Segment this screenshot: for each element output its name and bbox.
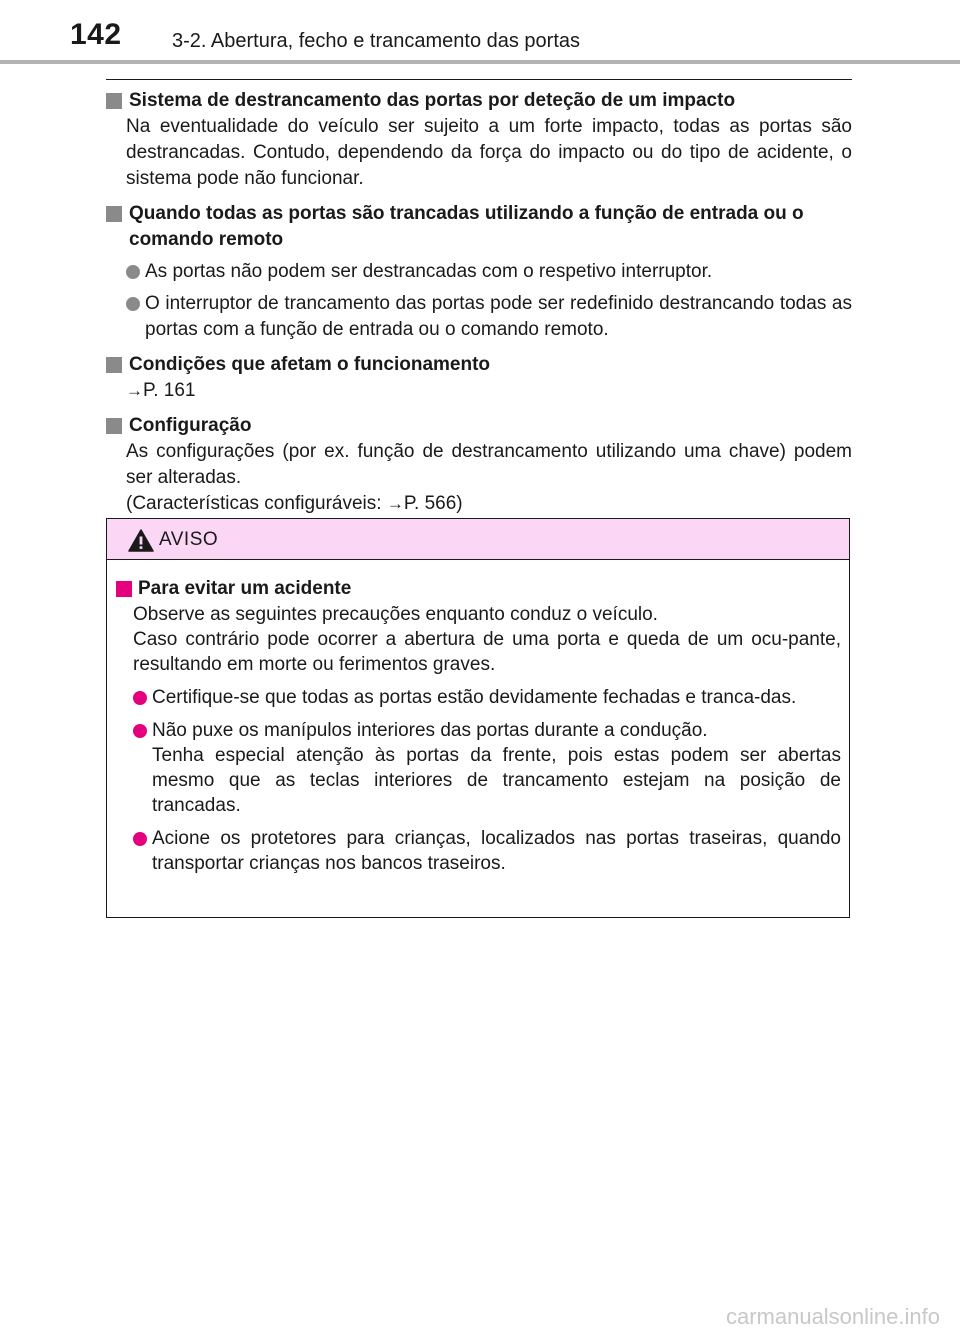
- page-number: 142: [70, 18, 122, 51]
- section-heading: [106, 88, 852, 114]
- page-reference-link[interactable]: P. 566): [403, 493, 463, 514]
- warning-text: Observe as seguintes precauções enquanto conduz o veículo.: [133, 604, 658, 625]
- section-configuration: [106, 413, 852, 517]
- list-item-text: Tenha especial atenção às portas da frente, pois estas podem ser abertas mesmo que as teclas interiores de trancamento estejam na posição de trancadas.: [152, 745, 841, 816]
- warning-box: [106, 518, 850, 918]
- list-item-text: As portas não podem ser destrancadas com o respetivo interruptor.: [145, 261, 713, 282]
- section-heading-text: Configuração: [129, 415, 252, 436]
- section-heading: [106, 413, 852, 439]
- warning-triangle-icon: [128, 529, 154, 552]
- section-text: As configurações (por ex. função de destrancamento utilizando uma chave) podem ser alteradas.: [126, 441, 852, 488]
- circle-bullet-icon: [126, 265, 140, 279]
- warning-heading: [116, 576, 841, 602]
- circle-bullet-icon: [133, 691, 147, 705]
- section-locked-remote: [106, 201, 852, 343]
- section-heading-text: Condições que afetam o funcionamento: [129, 354, 491, 375]
- page-header: [0, 0, 960, 66]
- ref-prefix: (Características configuráveis:: [126, 493, 387, 514]
- configurable-features-ref: [126, 491, 852, 517]
- list-item: [133, 718, 841, 818]
- list-item-text: Certifique-se que todas as portas estão devidamente fechadas e tranca-das.: [152, 687, 797, 708]
- section-text: Na eventualidade do veículo ser sujeito a um forte impacto, todas as portas são destrancadas. Contudo, dependendo da força do impacto ou do tipo de acidente, o sistema pode não funcionar.: [126, 116, 852, 189]
- circle-bullet-icon: [133, 832, 147, 846]
- chapter-title: 3-2. Abertura, fecho e trancamento das portas: [172, 30, 581, 52]
- list-item: [126, 259, 852, 285]
- list-item: [133, 685, 841, 710]
- square-bullet-icon: [106, 206, 122, 222]
- circle-bullet-icon: [133, 724, 147, 738]
- warning-body: [107, 560, 849, 876]
- square-bullet-icon: [116, 581, 132, 597]
- page-reference-link[interactable]: P. 161: [143, 380, 196, 401]
- section-heading-text: Sistema de destrancamento das portas por deteção de um impacto: [129, 90, 736, 111]
- warning-text: Caso contrário pode ocorrer a abertura de uma porta e queda de um ocu-pante, resultando em morte ou ferimentos graves.: [133, 629, 841, 675]
- square-bullet-icon: [106, 418, 122, 434]
- arrow-right-icon: →: [126, 381, 143, 400]
- section-heading: [106, 201, 852, 253]
- header-rule: [0, 60, 960, 64]
- section-heading-text: Quando todas as portas são trancadas utilizando a função de entrada ou o comando remoto: [129, 203, 804, 250]
- content-rule: [106, 79, 852, 80]
- warning-heading-text: Para evitar um acidente: [138, 578, 352, 599]
- list-item-text: Não puxe os manípulos interiores das portas durante a condução.: [152, 720, 708, 741]
- list-item: [133, 826, 841, 876]
- list-item-text: Acione os protetores para crianças, localizados nas portas traseiras, quando transportar crianças nos bancos traseiros.: [152, 828, 841, 874]
- main-content: [106, 88, 852, 526]
- warning-label: AVISO: [159, 529, 219, 550]
- warning-header: [107, 519, 849, 560]
- list-item: [126, 291, 852, 343]
- square-bullet-icon: [106, 93, 122, 109]
- watermark: carmanualsonline.info: [725, 1304, 940, 1329]
- section-impact-unlock: [106, 88, 852, 192]
- circle-bullet-icon: [126, 297, 140, 311]
- section-conditions: [106, 352, 852, 404]
- square-bullet-icon: [106, 357, 122, 373]
- arrow-right-icon: →: [386, 494, 404, 513]
- page-reference: [126, 378, 852, 404]
- section-heading: [106, 352, 852, 378]
- list-item-text: O interruptor de trancamento das portas pode ser redefinido destrancando todas as portas com a função de entrada ou o comando remoto.: [145, 293, 852, 340]
